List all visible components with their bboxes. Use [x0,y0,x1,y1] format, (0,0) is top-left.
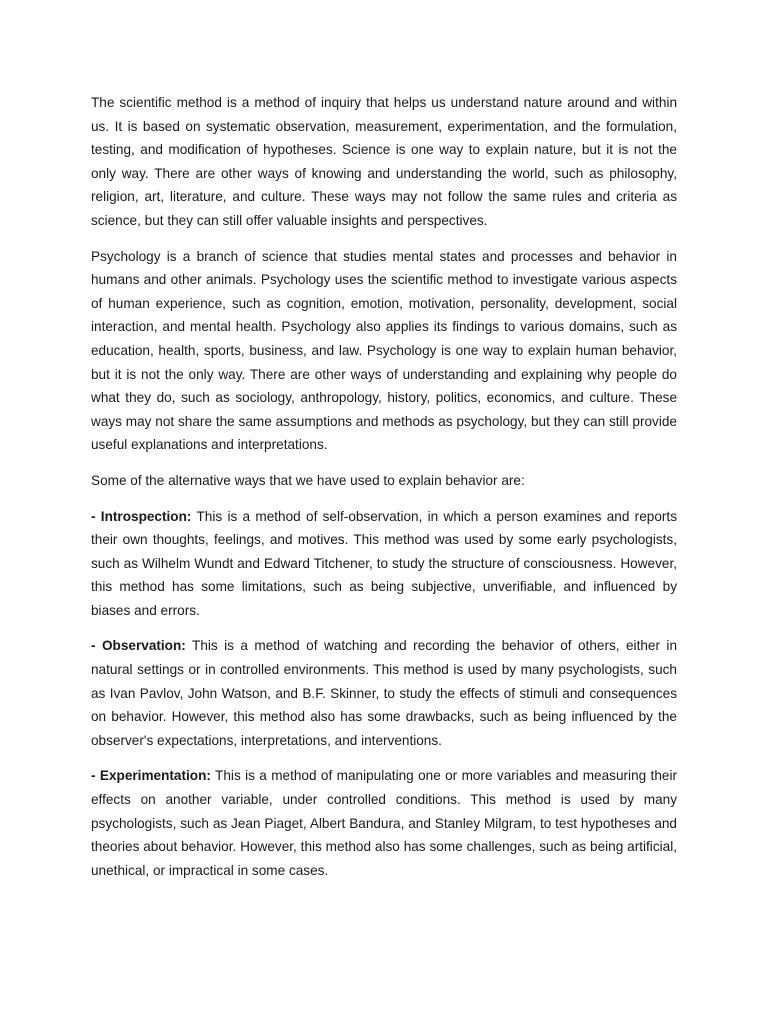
paragraph-psychology: Psychology is a branch of science that studies mental states and processes and behavior in humans and other animals. Psychology uses the scientific method to investigate various aspects of human experience, such as cognition, emotion, motivation, personality, development, social interaction, and mental health. Psychology also applies its findings to various domains, such as education, health, sports, business, and law. Psychology is one way to explain human behavior, but it is not the only way. There are other ways of understanding and explaining why people do what they do, such as sociology, anthropology, history, politics, economics, and culture. These ways may not share the same assumptions and methods as psychology, but they can still provide useful explanations and interpretations. [91,248,677,453]
method-term-introspection: - Introspection: [91,508,192,524]
method-text-experimentation: This is a method of manipulating one or more variables and measuring their effects on another variable, under controlled conditions. This method is used by many psychologists, such as Jean Piaget, Albert Bandura, and Stanley Milgram, to test hypotheses and theories about behavior. However, this method also has some challenges, such as being artificial, unethical, or impractical in some cases. [91,768,678,878]
method-term-observation: - Observation: [91,638,186,654]
method-observation [91,634,677,752]
method-term-experimentation: - Experimentation: [91,768,211,784]
method-text-introspection: This is a method of self-observation, in which a person examines and reports their own thoughts, feelings, and motives. This method was used by some early psychologists, such as Wilhelm Wundt and Edward Titchener, to study the structure of consciousness. However, this method has some limitations, such as being subjective, unverifiable, and influenced by biases and errors. [91,508,677,618]
paragraph-scientific-method: The scientific method is a method of inquiry that helps us understand nature around and within us. It is based on systematic observation, measurement, experimentation, and the formulation, testing, and modification of hypotheses. Science is one way to explain nature, but it is not the only way. There are other ways of knowing and understanding the world, such as philosophy, religion, art, literature, and culture. These ways may not follow the same rules and criteria as science, but they can still offer valuable insights and perspectives. [91,95,677,228]
paragraph-intro-alternatives: Some of the alternative ways that we have used to explain behavior are: [91,472,525,488]
method-text-observation: This is a method of watching and recording the behavior of others, either in natural settings or in controlled environments. This method is used by many psychologists, such as Ivan Pavlov, John Watson, and B.F. Skinner, to study the effects of stimuli and consequences on behavior. However, this method also has some drawbacks, such as being influenced by the observer's expectations, interpretations, and interventions. [91,638,678,748]
document-page [91,91,677,894]
method-experimentation [91,764,677,882]
method-introspection [91,505,677,623]
